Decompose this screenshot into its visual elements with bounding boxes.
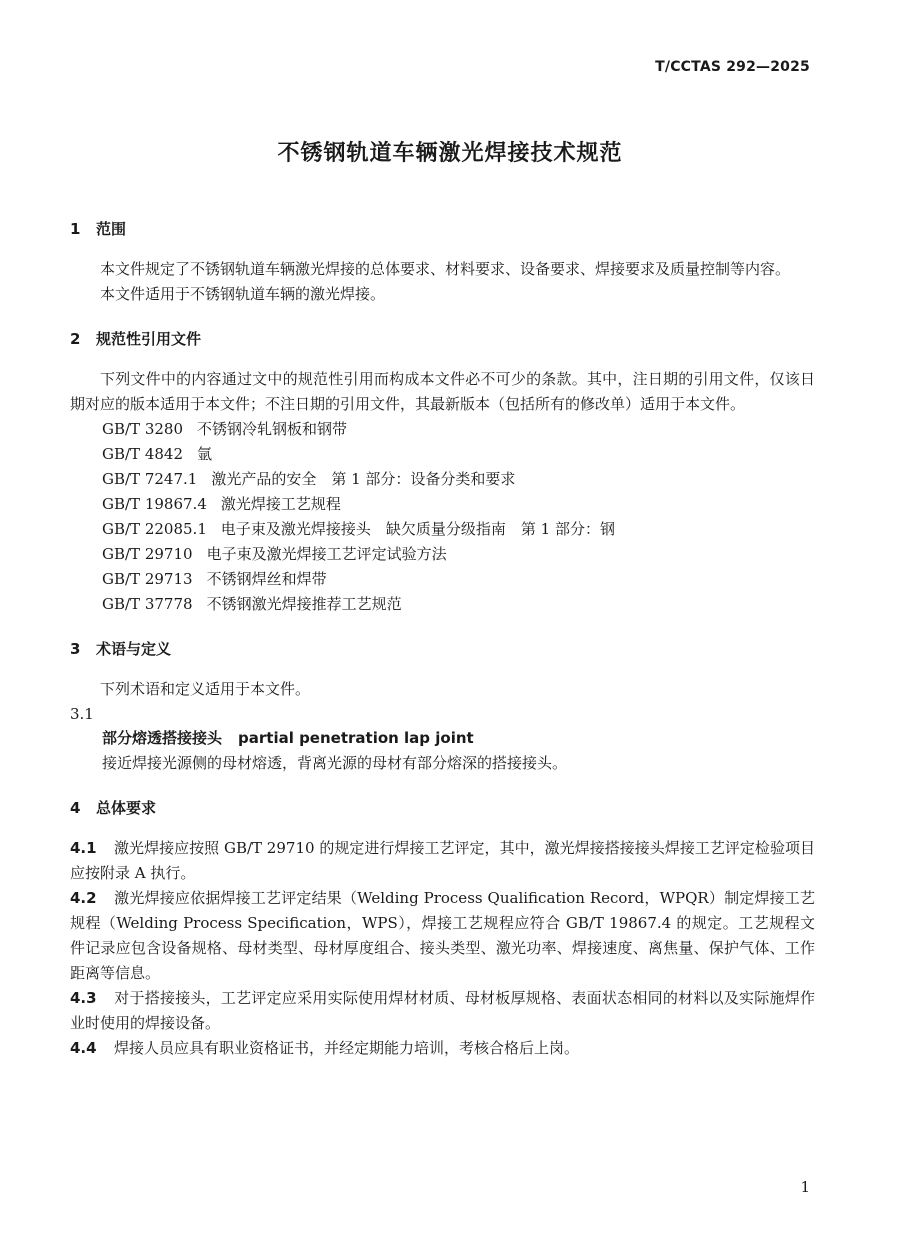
- reference-item: [70, 542, 815, 567]
- standard-code: T/CCTAS 292—2025: [655, 59, 810, 75]
- section-terms-definitions: [70, 635, 815, 776]
- section-general-requirements: [70, 794, 815, 1061]
- section-heading: [70, 635, 815, 663]
- reference-item: [70, 467, 815, 492]
- reference-title: 氩: [197, 445, 213, 463]
- reference-code: GB/T 19867.4: [102, 495, 207, 513]
- clause: [70, 1036, 815, 1061]
- reference-title: 激光产品的安全 第 1 部分：设备分类和要求: [211, 470, 516, 488]
- clause-text: 焊接人员应具有职业资格证书，并经定期能力培训，考核合格后上岗。: [114, 1039, 580, 1057]
- reference-item: [70, 492, 815, 517]
- clause-text: 激光焊接应按照 GB/T 29710 的规定进行焊接工艺评定，其中，激光焊接搭接接头焊接工艺评定检验项目应按附录 A 执行。: [70, 839, 815, 882]
- paragraph: 本文件规定了不锈钢轨道车辆激光焊接的总体要求、材料要求、设备要求、焊接要求及质量控制等内容。: [100, 260, 791, 278]
- section-title: 规范性引用文件: [96, 330, 202, 348]
- clause-text: 激光焊接应依据焊接工艺评定结果（Welding Process Qualification Record，WPQR）制定焊接工艺规程（Welding Process Specification，WPS），焊接工艺规程应符合 GB/T 19867.4 的规定。工艺规程文件记录应包含设备规格、母材类型、母材厚度组合、接头类型、激光功率、焊接速度、离焦量、保护气体、工作距离等信息。: [70, 889, 815, 982]
- reference-item: [70, 517, 815, 542]
- section-number: 3: [70, 640, 81, 658]
- reference-code: GB/T 4842: [102, 445, 184, 463]
- clause: [70, 986, 815, 1036]
- document-body: [70, 215, 815, 1079]
- term-definition: 接近焊接光源侧的母材熔透，背离光源的母材有部分熔深的搭接接头。: [102, 754, 568, 772]
- clause: [70, 836, 815, 886]
- section-title: 范围: [96, 220, 127, 238]
- section-heading: [70, 325, 815, 353]
- reference-code: GB/T 3280: [102, 420, 184, 438]
- reference-title: 电子束及激光焊接接头 缺欠质量分级指南 第 1 部分：钢: [220, 520, 615, 538]
- section-title: 总体要求: [96, 799, 157, 817]
- reference-title: 不锈钢激光焊接推荐工艺规范: [206, 595, 402, 613]
- clause-number: 4.3: [70, 989, 97, 1007]
- reference-code: GB/T 7247.1: [102, 470, 198, 488]
- term-chinese: 部分熔透搭接接头: [102, 729, 223, 747]
- clause-number: 4.4: [70, 1039, 97, 1057]
- paragraph: 下列术语和定义适用于本文件。: [100, 680, 311, 698]
- page-number: 1: [800, 1178, 810, 1196]
- section-scope: [70, 215, 815, 307]
- reference-title: 不锈钢焊丝和焊带: [206, 570, 327, 588]
- term-number: 3.1: [70, 705, 94, 723]
- reference-code: GB/T 37778: [102, 595, 193, 613]
- term-heading: [70, 726, 815, 751]
- section-heading: [70, 794, 815, 822]
- reference-item: [70, 417, 815, 442]
- paragraph: 本文件适用于不锈钢轨道车辆的激光焊接。: [100, 285, 386, 303]
- section-number: 1: [70, 220, 81, 238]
- reference-title: 激光焊接工艺规程: [220, 495, 341, 513]
- reference-item: [70, 442, 815, 467]
- clause: [70, 886, 815, 986]
- reference-title: 电子束及激光焊接工艺评定试验方法: [206, 545, 447, 563]
- section-number: 4: [70, 799, 81, 817]
- section-normative-references: [70, 325, 815, 617]
- reference-title: 不锈钢冷轧钢板和钢带: [197, 420, 348, 438]
- reference-item: [70, 592, 815, 617]
- section-number: 2: [70, 330, 81, 348]
- reference-code: GB/T 22085.1: [102, 520, 207, 538]
- clause-text: 对于搭接接头，工艺评定应采用实际使用焊材材质、母材板厚规格、表面状态相同的材料以及实际施焊作业时使用的焊接设备。: [70, 989, 815, 1032]
- document-title: 不锈钢轨道车辆激光焊接技术规范: [277, 141, 623, 166]
- reference-code: GB/T 29710: [102, 545, 193, 563]
- section-heading: [70, 215, 815, 243]
- reference-code: GB/T 29713: [102, 570, 193, 588]
- section-title: 术语与定义: [96, 640, 172, 658]
- reference-item: [70, 567, 815, 592]
- clause-number: 4.1: [70, 839, 97, 857]
- clause-number: 4.2: [70, 889, 97, 907]
- reference-list: [70, 417, 815, 617]
- term-english: partial penetration lap joint: [238, 729, 474, 747]
- paragraph: 下列文件中的内容通过文中的规范性引用而构成本文件必不可少的条款。其中，注日期的引用文件，仅该日期对应的版本适用于本文件；不注日期的引用文件，其最新版本（包括所有的修改单）适用于本文件。: [70, 370, 815, 413]
